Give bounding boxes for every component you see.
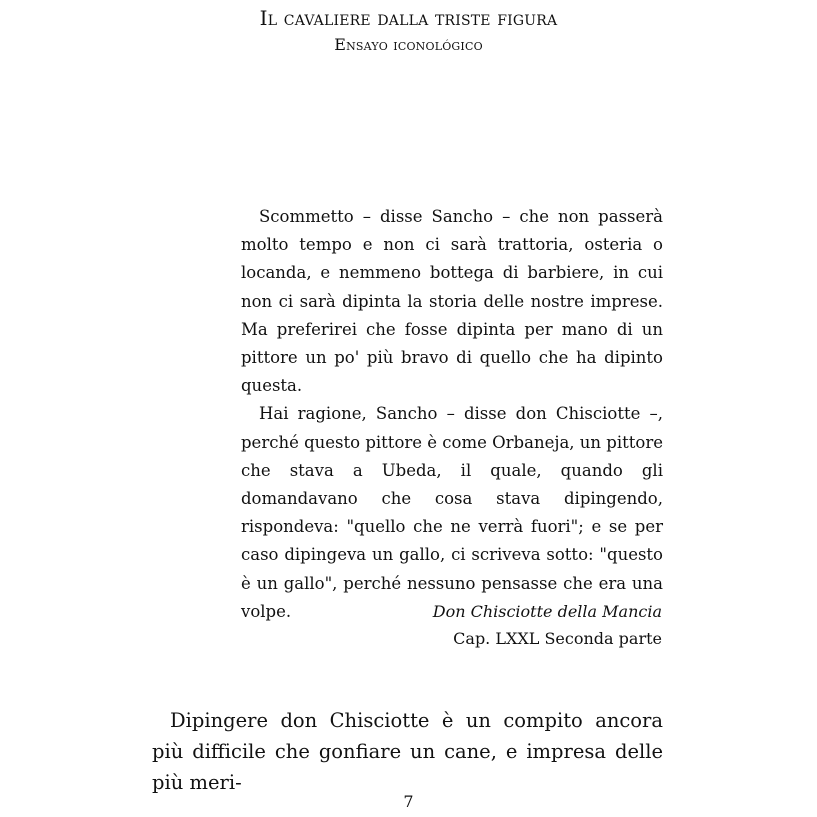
epigraph-paragraph-2: Hai ragione, Sancho – disse don Chisciotte –, perché questo pittore è come Orbaneja, un pittore che stava a Ubeda, il quale, quando gli domandavano che cosa stava dipingendo, rispondeva: "quello che ne verrà fuori"; e se per caso dipingeva un gallo, ci scriveva sotto: "questo è un gallo", perché nessuno pensasse che era una volpe. <box>241 404 663 621</box>
epigraph-paragraph-1: Scommetto – disse Sancho – che non passerà molto tempo e non ci sarà trattoria, osteria o locanda, e nemmeno bottega di barbiere, in cui non ci sarà dipinta la storia delle nostre imprese. Ma preferirei che fosse dipinta per mano di un pittore un po' più bravo di quello che ha dipinto questa. <box>241 207 663 396</box>
body-paragraph: Dipingere don Chisciotte è un compito ancora più difficile che gonfiare un cane, e impresa delle più meri- <box>152 709 663 794</box>
running-header-subtitle: Ensayo iconológico <box>334 35 483 54</box>
page-number: 7 <box>403 792 414 811</box>
epigraph-attribution <box>300 598 662 652</box>
attribution-reference: Cap. LXXL Seconda parte <box>453 629 662 648</box>
epigraph-quote <box>241 203 663 626</box>
attribution-work-title: Don Chisciotte della Mancia <box>432 602 662 621</box>
running-header-title: Il cavaliere dalla triste figura <box>259 6 558 30</box>
body-text <box>152 705 663 798</box>
